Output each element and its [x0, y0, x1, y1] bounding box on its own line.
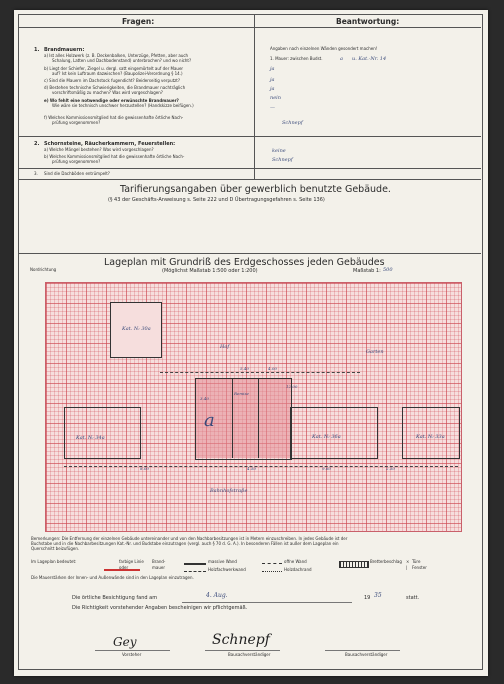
q1-e2: Wie wäre sie technisch unschwer herzustellen? (Handskizze beifügen.) [52, 103, 194, 108]
header-answers: Beantwortung: [336, 17, 400, 26]
q1-a2: Schalung, Latten und Dachbodenstand) unterbrochen? und wo nicht? [52, 58, 192, 63]
q2-a: a) Welche Mängel bestehen? Was wird vorgeschlagen? [44, 147, 154, 152]
footer-date-hand: 4. Aug. [206, 592, 228, 599]
a1-answer-b: ja [270, 77, 275, 83]
a1-intro: Angaben nach einzelnen Wänden gesondert machen! [270, 46, 378, 51]
q1-divider [19, 136, 481, 137]
q3-text: Sind die Dachböden entrümpelt? [44, 171, 110, 176]
legend-tuere: Türe [412, 559, 421, 564]
legend-massive: massive Wand [208, 559, 237, 564]
label-kat-33a: Kat. N: 33a [416, 434, 445, 440]
legend-fenster: Fenster [412, 565, 427, 570]
measure-6: 9.60 [322, 466, 331, 471]
a1-mauer-hand1: a [340, 56, 343, 62]
q1-b2: auf? Ist kein Luftraum dazwischen? (Baupolizei-Verordnung § 14.) [52, 71, 183, 76]
q1-title: Brandmauern: [44, 47, 85, 53]
legend-bretter: Bretterbeschlag [370, 559, 402, 564]
q1-c: c) Sind die Mauern im Dachstock fugendicht? Beiderseitig verputzt? [44, 78, 180, 83]
label-hof: Hof [220, 344, 230, 350]
door-icon: × [406, 559, 410, 564]
footer-vorsteher: Vorsteher [122, 652, 142, 657]
a1-answer-f: Schnepf [282, 120, 303, 126]
label-kat-30a: Kat. N: 30a [122, 326, 151, 332]
legend-holzdach: Holzdachrand [284, 567, 312, 572]
header-divider [19, 27, 481, 28]
label-strasse: Bahnhofstraße [210, 488, 248, 494]
q3-divider [19, 179, 481, 180]
tarif-title: Tarifierungsangaben über gewerblich benutzte Gebäude. [120, 184, 391, 195]
legend-brandmauer-line [104, 569, 140, 571]
measure-7: 12.00 [286, 384, 298, 389]
building-kat-33a [402, 407, 460, 459]
notes-line-2: Buchstabe und in die Nachbarbesitzungen Kat.-Nr. und Budstabe einzutragen (vergl. auch § 70 d. G. A.). In besonderen Fällen ist außer dem Lageplan ein [31, 541, 339, 546]
header-questions: Fragen: [122, 17, 155, 26]
q1-b: b) Liegt der Schiefer, Ziegel u. dergl. satt eingemörtelt auf der Mauer [44, 66, 184, 71]
q3-number: 3. [34, 171, 38, 176]
plan-scale-hand: 500 [383, 267, 393, 273]
legend-mauerstaerken: Die Mauerstärken der Innen- und Außenwände sind in den Lageplan einzutragen. [31, 575, 194, 580]
measure-1: 5.40 [240, 366, 249, 371]
measure-8: 2.50 [386, 466, 395, 471]
a2-answer-a: keine [272, 148, 286, 154]
q1-e: e) Wo fehlt eine notwendige oder erwünschte Brandmauer? [44, 98, 179, 103]
signature-bausach: Schnepf [212, 632, 270, 648]
sig-line-2 [205, 650, 280, 651]
measure-3: 8.00 [140, 466, 149, 471]
q1-f: f) Welches Kommissionsmitglied hat die gewissenhafte örtliche Nach- [44, 115, 184, 120]
a2-answer-b: Schnepf [272, 157, 293, 163]
footer-year-prefix: 19 [364, 595, 371, 601]
a1-mauer-hand2: u. Kat.-Nr. 14 [352, 56, 387, 62]
legend-farbige: farbige Linie [119, 559, 144, 564]
q1-a: a) Ist alles Holzwerk (z. B. Deckenbalken, Unterzüge, Pfetten, aber auch [44, 53, 189, 58]
label-kat-34a: Kat. N: 34a [76, 435, 105, 441]
street-line [64, 466, 458, 467]
notes-line-3: Querschnitt beizufügen. [31, 546, 80, 551]
building-kat-34a [64, 407, 141, 459]
q2-divider [19, 168, 481, 169]
q2-b2: prüfung vorgenommen? [52, 159, 101, 164]
footer-bausach-1: Bausachverständiger [228, 652, 271, 657]
q1-d: d) Bestehen technische Schwierigkeiten, die Brandmauer nachträglich [44, 85, 186, 90]
a1-answer-a: ja [270, 66, 275, 72]
footer-statt: statt. [406, 595, 420, 601]
signature-vorsteher: Gey [113, 635, 137, 649]
label-garten: Garten [366, 349, 384, 355]
label-building-a: a [204, 410, 215, 431]
footer-bausach-2: Bausachverständiger [345, 652, 388, 657]
window-icon: | [406, 565, 408, 570]
legend-holzfach-line [184, 571, 206, 572]
measure-2: 3.40 [200, 396, 209, 401]
q2-b: b) Welches Kommissionsmitglied hat die gewissenhafte örtliche Nach- [44, 154, 185, 159]
legend-brand: Brand- [152, 559, 166, 564]
legend-oder: oder [119, 565, 129, 570]
plan-title: Lageplan mit Grundriß des Erdgeschosses jeden Gebäudes [104, 257, 385, 268]
footer-besichtigung: Die örtliche Besichtigung fand am [72, 595, 158, 601]
q1-d2: vorschriftsmäßig zu machen? Was wird vorgeschlagen? [52, 90, 163, 95]
legend-holzdach-line [262, 571, 282, 572]
footer-year-hand: 35 [374, 592, 382, 599]
footer-bescheinigung: Die Richtigkeit vorstehender Angaben bescheinigen wir pflichtgemäß. [72, 605, 248, 611]
building-a-wall [232, 378, 233, 458]
legend-offene-line [262, 563, 282, 564]
a1-mauer: 1. Mauer: zwischen Budst. [270, 56, 323, 61]
q1-number: 1. [34, 47, 40, 53]
plan-scale-label: Maßstab 1: [353, 268, 381, 274]
measure-5: 4.50 [247, 466, 256, 471]
legend-holzfach: Holzfachwerkwand [208, 567, 246, 572]
building-a-wall-2 [258, 378, 259, 458]
q2-number: 2. [34, 141, 40, 147]
legend-massive-line [184, 563, 206, 565]
tarif-subtitle: (§ 43 der Geschäfts-Anweisung s. Seite 222 und D Übertragungsgefahren s. Seite 136) [108, 197, 325, 203]
north-label: Nordrichtung [30, 267, 57, 272]
legend-label: Im Lageplan bedeutet: [31, 559, 77, 564]
property-line-1 [160, 372, 360, 373]
q1-f2: prüfung vorgenommen? [52, 120, 101, 125]
building-kat-36a [290, 407, 378, 459]
a1-answer-d: nein [270, 95, 281, 101]
date-line [182, 602, 352, 603]
measure-4: 4.00 [268, 366, 277, 371]
label-kat-36a: Kat. N: 36a [312, 434, 341, 440]
legend-offene: offne Wand [284, 559, 307, 564]
sig-line-1 [95, 650, 170, 651]
sig-line-3 [325, 650, 400, 651]
plan-scale-note: (Möglichst Maßstab 1:500 oder 1:200) [162, 268, 258, 274]
label-remise: Remise [234, 391, 249, 396]
q2-title: Schornsteine, Räucherkammern, Feuerstellen: [44, 141, 176, 147]
tarif-divider [19, 253, 481, 254]
column-divider [254, 15, 255, 179]
legend-mauer: mauer [152, 565, 165, 570]
legend-bretter-swatch [339, 561, 369, 568]
a1-answer-e: — [270, 105, 275, 111]
notes-line-1: Bemerkungen: Die Entfernung der einzelnen Gebäude untereinander und von den Nachbarbesitzungen ist in Metern einzuschreiben. In jedes Gebäude ist der [31, 536, 348, 541]
a1-answer-c: ja [270, 86, 275, 92]
